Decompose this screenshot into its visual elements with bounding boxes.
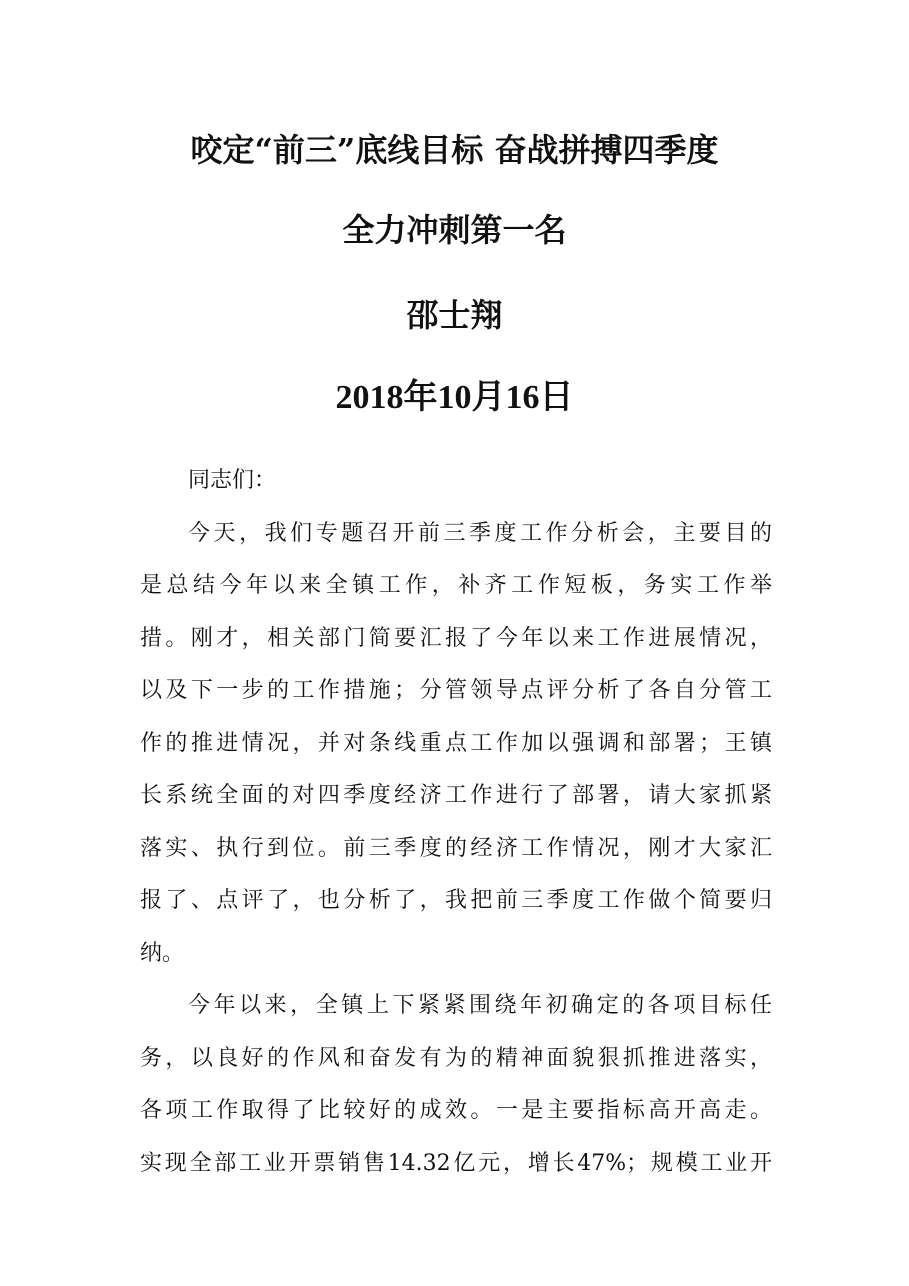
paragraph-line: 纳。 [140, 940, 185, 966]
paragraph-line: 实现全部工业开票销售14.32亿元，增长47%；规模工业开 [140, 1150, 772, 1176]
paragraph-line: 各项工作取得了比较好的成效。一是主要指标高开高走。 [140, 1098, 772, 1123]
paragraph-line: 作的推进情况，并对条线重点工作加以强调和部署；王镇 [140, 730, 772, 756]
paragraph-line: 长系统全面的对四季度经济工作进行了部署，请大家抓紧 [140, 783, 772, 808]
paragraph-2 [140, 980, 772, 1190]
paragraph-1 [140, 508, 772, 981]
paragraph-line: 落实、执行到位。前三季度的经济工作情况，刚才大家汇 [140, 835, 772, 861]
paragraph-line: 以及下一步的工作措施；分管领导点评分析了各自分管工 [140, 678, 772, 703]
document-date: 2018年10月16日 [335, 379, 574, 416]
document-title-line-1: 咬定“前三”底线目标 奋战拼搏四季度 [190, 131, 719, 169]
paragraph-line: 今年以来，全镇上下紧紧围绕年初确定的各项目标任 [188, 993, 772, 1018]
document-author: 邵士翔 [406, 296, 503, 334]
paragraph-line: 务，以良好的作风和奋发有为的精神面貌狠抓推进落实， [140, 1045, 772, 1071]
salutation: 同志们： [188, 468, 277, 493]
paragraph-line: 报了、点评了，也分析了，我把前三季度工作做个简要归 [140, 888, 772, 913]
paragraph-line: 措。刚才，相关部门简要汇报了今年以来工作进展情况， [140, 625, 772, 651]
paragraph-line: 今天，我们专题召开前三季度工作分析会，主要目的 [188, 520, 772, 546]
paragraph-line: 是总结今年以来全镇工作，补齐工作短板，务实工作举 [140, 573, 772, 598]
document-title-line-2: 全力冲刺第一名 [342, 211, 567, 249]
document-body [140, 455, 772, 1190]
